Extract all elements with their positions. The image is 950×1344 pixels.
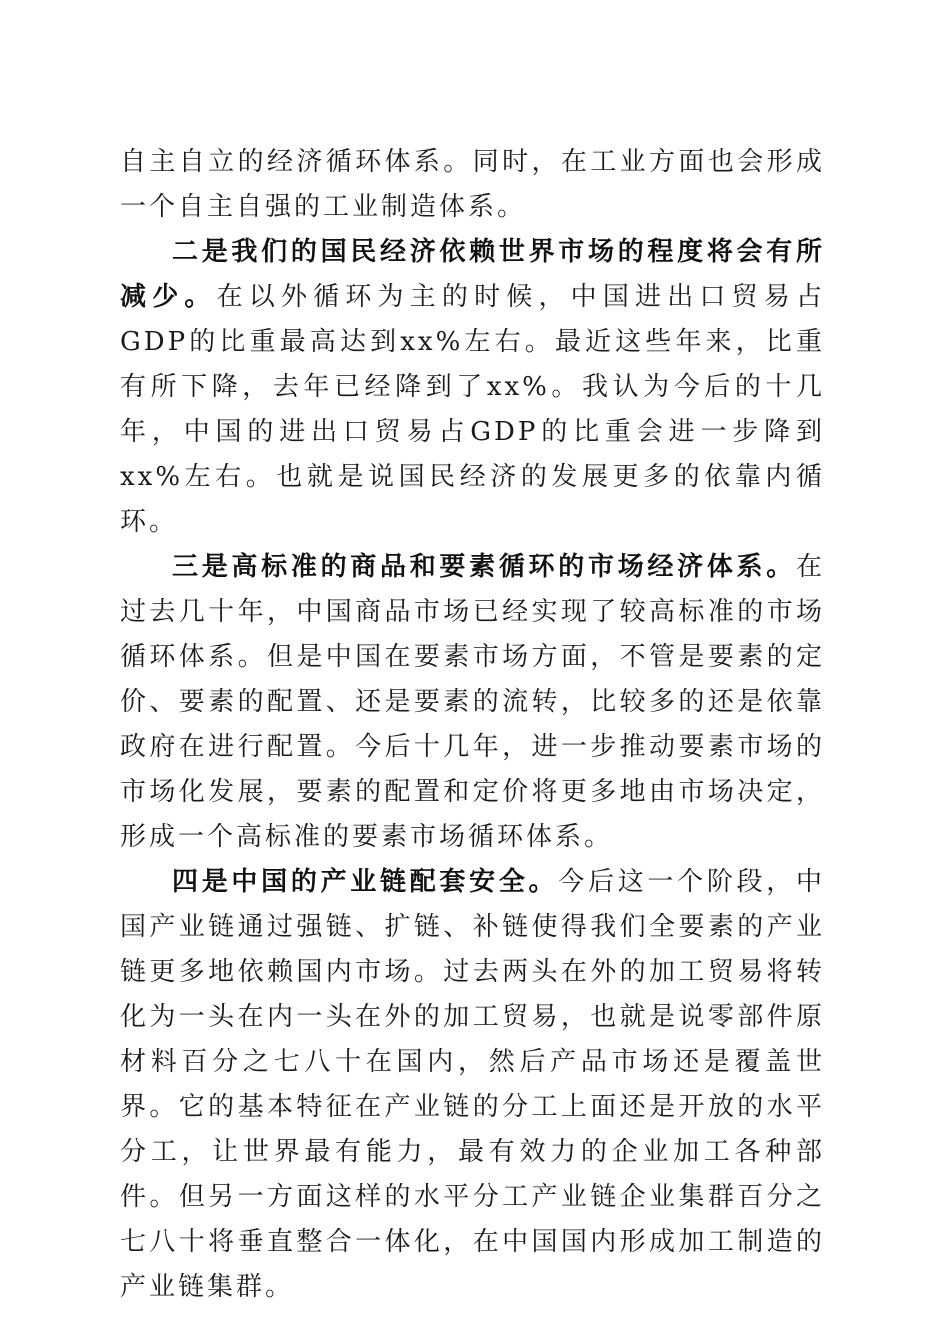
paragraph-point-four xyxy=(120,860,825,1310)
paragraph-heading: 四是中国的产业链配套安全。 xyxy=(172,867,559,897)
paragraph-heading: 三是高标准的商品和要素循环的市场经济体系。 xyxy=(172,552,796,582)
paragraph-text: 在过去几十年，中国商品市场已经实现了较高标准的市场循环体系。但是中国在要素市场方面，不管是要素的定价、要素的配置、还是要素的流转，比较多的还是依靠政府在进行配置。今后十几年，进一步推动要素市场的市场化发展，要素的配置和定价将更多地由市场决定，形成一个高标准的要素市场循环体系。 xyxy=(120,552,825,852)
paragraph-point-three xyxy=(120,545,825,860)
document-body xyxy=(120,140,825,1310)
paragraph-text: 自主自立的经济循环体系。同时，在工业方面也会形成一个自主自强的工业制造体系。 xyxy=(120,147,825,222)
paragraph-continuation xyxy=(120,140,825,230)
paragraph-point-two xyxy=(120,230,825,545)
paragraph-text: 今后这一个阶段，中国产业链通过强链、扩链、补链使得我们全要素的产业链更多地依赖国内市场。过去两头在外的加工贸易将转化为一头在内一头在外的加工贸易，也就是说零部件原材料百分之七八十在国内，然后产品市场还是覆盖世界。它的基本特征在产业链的分工上面还是开放的水平分工，让世界最有能力，最有效力的企业加工各种部件。但另一方面这样的水平分工产业链企业集群百分之七八十将垂直整合一体化，在中国国内形成加工制造的产业链集群。 xyxy=(120,867,825,1302)
paragraph-heading: 二是我们的国民经济依赖世界市场的程度将会有所减少。 xyxy=(120,237,825,312)
paragraph-text: 在以外循环为主的时候，中国进出口贸易占GDP的比重最高达到xx%左右。最近这些年来，比重有所下降，去年已经降到了xx%。我认为今后的十几年，中国的进出口贸易占GDP的比重会进一步降到xx%左右。也就是说国民经济的发展更多的依靠内循环。 xyxy=(120,282,825,537)
